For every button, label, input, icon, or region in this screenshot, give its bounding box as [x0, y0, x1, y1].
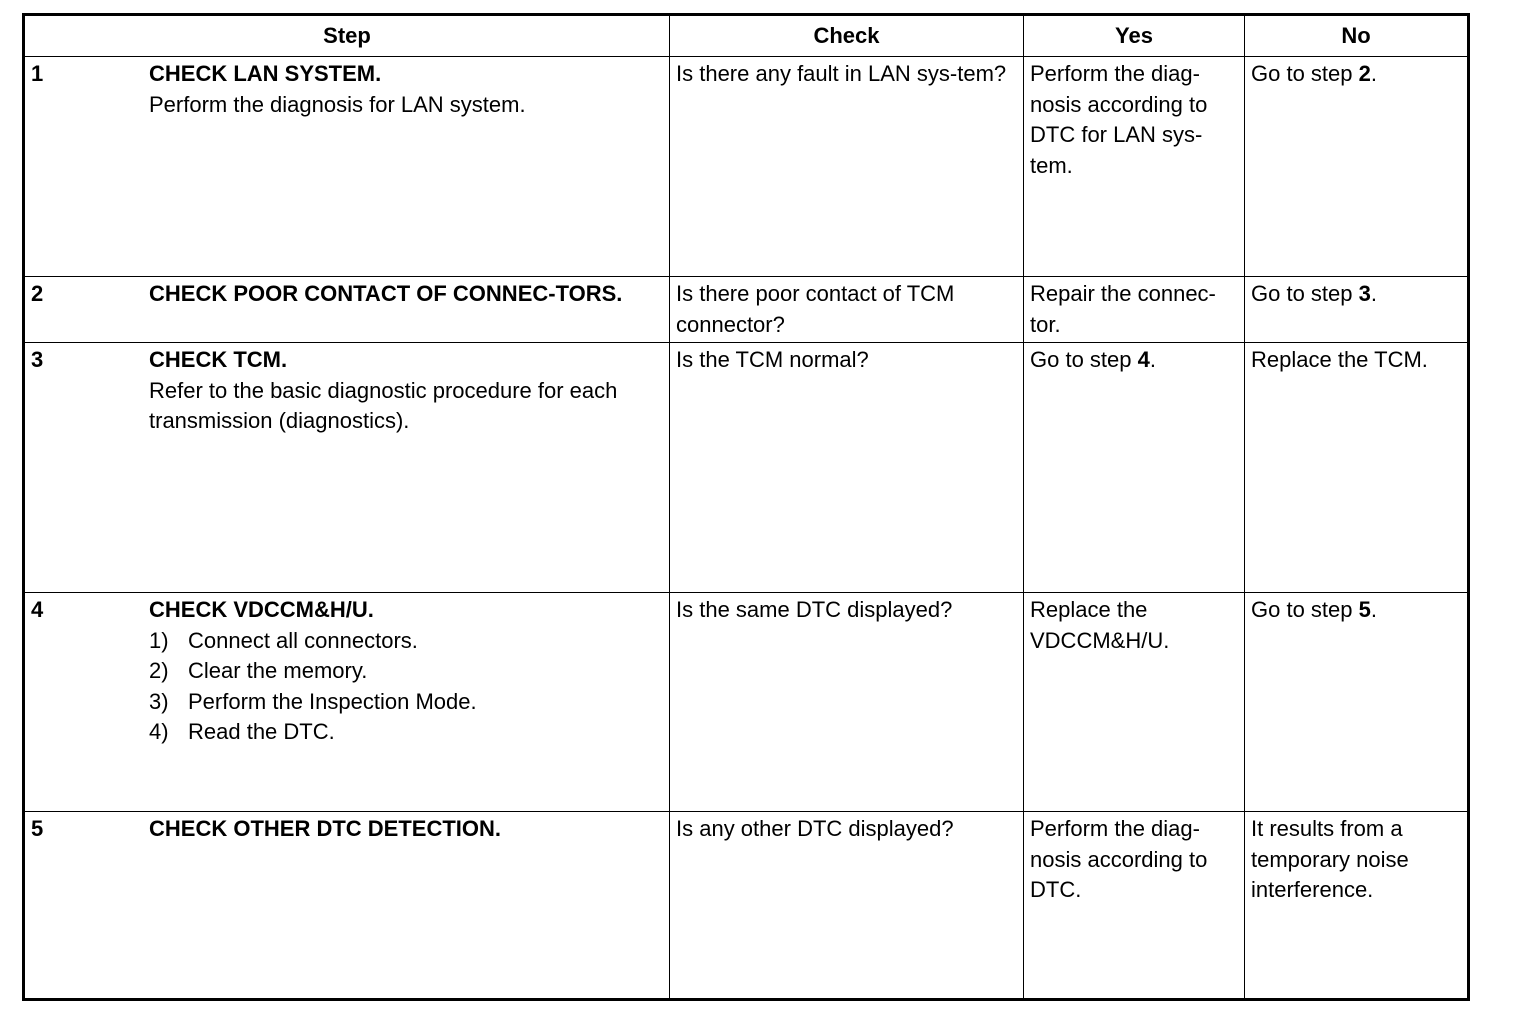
step-title: CHECK VDCCM&H/U.: [149, 597, 374, 622]
step-title: CHECK OTHER DTC DETECTION.: [149, 816, 501, 841]
table-row: [24, 57, 1469, 277]
list-item: [149, 626, 663, 657]
no-cell: [1245, 277, 1469, 343]
step-cell: [24, 277, 670, 343]
table-row: [24, 593, 1469, 812]
step-number: 5: [31, 816, 44, 841]
diagnostic-table: [22, 13, 1470, 1001]
yes-cell: Repair the connec-tor.: [1024, 277, 1245, 343]
step-title: CHECK LAN SYSTEM.: [149, 61, 382, 86]
table-row: [24, 277, 1469, 343]
step-cell: [24, 343, 670, 593]
check-cell: Is there poor contact of TCM connector?: [670, 277, 1024, 343]
table-row: [24, 343, 1469, 593]
substep-number: 2): [149, 658, 169, 683]
check-cell: Is there any fault in LAN sys-tem?: [670, 57, 1024, 277]
step-cell: [24, 812, 670, 1000]
step-detail: Perform the diagnosis for LAN system.: [149, 91, 526, 117]
substep-list: [149, 626, 663, 748]
step-cell: [24, 57, 670, 277]
step-title: CHECK TCM.: [149, 347, 288, 372]
no-suffix: .: [1370, 281, 1377, 306]
no-step-ref: 2: [1358, 61, 1371, 86]
step-title: CHECK POOR CONTACT OF CONNEC-TORS.: [149, 281, 623, 306]
yes-cell: Perform the diag-nosis according to DTC for LAN sys-tem.: [1024, 57, 1245, 277]
header-yes: Yes: [1024, 15, 1245, 57]
step-number: 2: [31, 281, 44, 306]
header-no: No: [1245, 15, 1469, 57]
substep-text: Perform the Inspection Mode.: [188, 688, 477, 714]
no-prefix: Go to step: [1251, 597, 1359, 622]
no-cell: [1245, 57, 1469, 277]
list-item: [149, 687, 663, 718]
step-number: 3: [31, 347, 44, 372]
step-number: 4: [31, 597, 44, 622]
substep-text: Clear the memory.: [188, 658, 368, 683]
yes-cell: [1024, 343, 1245, 593]
no-suffix: .: [1370, 597, 1377, 622]
no-suffix: .: [1370, 61, 1377, 86]
step-detail: Refer to the basic diagnostic procedure for each transmission (diagnostics).: [149, 377, 618, 433]
header-step: Step: [24, 15, 670, 57]
substep-number: 1): [149, 627, 169, 653]
check-cell: Is the same DTC displayed?: [670, 593, 1024, 812]
substep-text: Read the DTC.: [188, 719, 335, 744]
step-number: 1: [31, 61, 44, 86]
yes-cell: Replace the VDCCM&H/U.: [1024, 593, 1245, 812]
no-cell: Replace the TCM.: [1245, 343, 1469, 593]
step-cell: [24, 593, 670, 812]
substep-text: Connect all connectors.: [188, 627, 418, 653]
list-item: [149, 656, 663, 687]
substep-number: 3): [149, 688, 169, 714]
header-row: [24, 15, 1469, 57]
no-cell: [1245, 593, 1469, 812]
yes-step-ref: 4: [1137, 347, 1150, 372]
no-cell: It results from a temporary noise interference.: [1245, 812, 1469, 1000]
check-cell: Is any other DTC displayed?: [670, 812, 1024, 1000]
check-cell: Is the TCM normal?: [670, 343, 1024, 593]
header-check: Check: [670, 15, 1024, 57]
yes-suffix: .: [1149, 347, 1156, 372]
yes-cell: Perform the diag-nosis according to DTC.: [1024, 812, 1245, 1000]
table-row: [24, 812, 1469, 1000]
no-step-ref: 3: [1358, 281, 1371, 306]
no-step-ref: 5: [1358, 597, 1371, 622]
no-prefix: Go to step: [1251, 281, 1359, 306]
no-prefix: Go to step: [1251, 61, 1359, 86]
yes-prefix: Go to step: [1030, 347, 1138, 372]
list-item: [149, 717, 663, 748]
substep-number: 4): [149, 719, 169, 744]
